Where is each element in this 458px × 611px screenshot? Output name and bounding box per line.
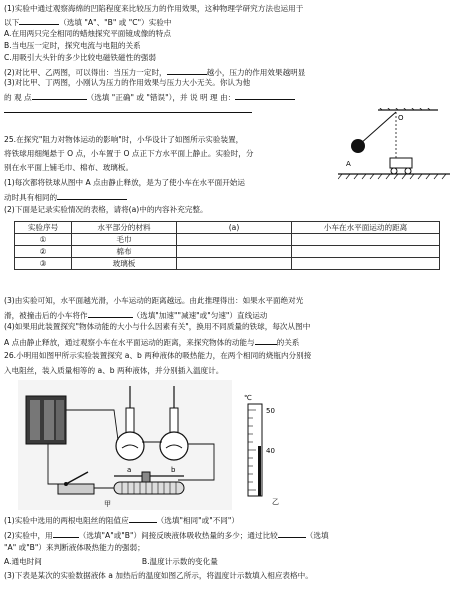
iron-ball — [351, 139, 365, 153]
q26-2-options — [4, 557, 218, 567]
q26-2 — [4, 529, 329, 541]
q25-2: (2)下面是记录实验情况的表格，请将(a)中的内容补充完整。 — [4, 205, 208, 214]
label-o: O — [398, 114, 404, 122]
table-header: 小车在水平面运动的距离 — [292, 222, 440, 234]
mercury-column — [258, 446, 261, 496]
answer-blank[interactable] — [88, 309, 133, 318]
option-b-text: B.温度计示数的变化量 — [141, 557, 218, 566]
label-jia: 甲 — [104, 500, 111, 508]
table-cell: 棉布 — [72, 246, 177, 258]
text-segment: (1)实验中选用的两根电阻丝的阻值应 — [4, 516, 129, 525]
q25-1: (1)每次都将铁球从图中 A 点由静止释放，是为了使小车在水平面开始运 — [4, 178, 245, 187]
table-cell[interactable] — [292, 234, 440, 246]
q25-intro-3: 别在水平面上铺毛巾、棉布、玻璃板。 — [4, 163, 134, 172]
answer-blank[interactable] — [255, 336, 277, 345]
answer-blank[interactable] — [278, 529, 306, 538]
option-c: C.用吸引大头针的多少比较电磁铁磁性的强弱 — [4, 53, 156, 62]
q25-3-cont — [4, 309, 267, 321]
q3-text: (3)对比甲、丁两图，小刚认为压力的作用效果与压力大小无关。你认为他 — [4, 78, 251, 87]
tick-label: 40 — [266, 447, 275, 455]
table-cell[interactable] — [292, 246, 440, 258]
table-header: (a) — [177, 222, 292, 234]
table-cell[interactable] — [177, 258, 292, 270]
heating-apparatus-figure — [18, 380, 232, 510]
table-cell: 玻璃板 — [72, 258, 177, 270]
q25-intro-2: 将铁球用细绳悬于 O 点，小车置于 O 点正下方水平面上静止。实验时，分 — [4, 149, 254, 158]
table-cell[interactable] — [177, 246, 292, 258]
option-a-text: A.通电时间 — [4, 557, 42, 566]
q26-2-cont: "A" 或"B"）来判断液体吸热能力的强弱； — [4, 543, 145, 552]
battery — [26, 396, 66, 444]
text-segment: （选填"相同"或"不同"） — [156, 516, 239, 525]
answer-blank[interactable] — [4, 104, 252, 113]
table-cell: ① — [15, 234, 72, 246]
table-row — [15, 246, 440, 258]
text-segment: 越小，压力的作用效果越明显 — [206, 68, 306, 77]
q3-reason-blank — [4, 104, 252, 116]
q25-4: (4)如果用此装置探究"物体动能的大小与什么因素有关"，换用不同质量的铁球，每次从图中 — [4, 322, 311, 331]
table-row — [15, 258, 440, 270]
pendulum-cart-figure — [338, 108, 450, 186]
table-cell[interactable] — [292, 258, 440, 270]
q25-4-cont — [4, 336, 299, 348]
experiment-table — [14, 221, 440, 270]
table-cell: ② — [15, 246, 72, 258]
answer-blank[interactable] — [167, 66, 207, 75]
answer-blank[interactable] — [19, 16, 59, 25]
thermometer-figure — [240, 390, 300, 508]
text-segment: (2)对比甲、乙两图，可以得出：当压力一定时， — [4, 68, 167, 77]
table-header: 实验序号 — [15, 222, 72, 234]
unit-label: ℃ — [244, 394, 252, 402]
text-segment: 动时具有相同的 — [4, 193, 58, 202]
q1-text: (1)实验中通过观察海绵的凹陷程度来比较压力的作用效果，这种物理学研究方法也运用于 — [4, 4, 304, 13]
text-segment: （选填"A"或"B"）间接反映液体吸收热量的多少；通过比较 — [78, 531, 278, 540]
label-a: A — [346, 160, 351, 168]
q3-text-2 — [4, 91, 295, 103]
text-segment: 以下 — [4, 18, 20, 27]
answer-blank[interactable] — [235, 91, 295, 100]
option-b: B.当电压一定时，探究电流与电阻的关系 — [4, 41, 141, 50]
q26-3: (3)下表是某次的实验数据液体 a 加热后的温度如图乙所示，将温度计示数填入相应表格中。 — [4, 571, 313, 580]
text-segment: 的 观 点 — [4, 93, 32, 102]
cart — [390, 158, 412, 168]
table-row — [15, 234, 440, 246]
text-segment: （选填 "A"、"B" 或 "C"）实验中 — [59, 18, 172, 27]
text-segment: （选填 — [305, 531, 329, 540]
q1-options-prompt — [4, 16, 171, 28]
answer-blank[interactable] — [53, 529, 79, 538]
q2-text — [4, 66, 305, 78]
text-segment: A 点由静止释放，通过观察小车在水平面运动的距离，来探究物体的动能与 — [4, 338, 255, 347]
text-segment: 的关系 — [276, 338, 300, 347]
table-cell[interactable] — [177, 234, 292, 246]
text-segment: 滑，被撞击后的小车将作 — [4, 311, 88, 320]
table-cell: ③ — [15, 258, 72, 270]
option-a: A.在用两只完全相同的蜡烛探究平面镜成像的特点 — [4, 29, 171, 38]
table-header: 水平部分的材料 — [72, 222, 177, 234]
text-segment: (2)实验中，用 — [4, 531, 53, 540]
label-yi: 乙 — [272, 498, 279, 506]
q26-intro: 26.小明用如图甲所示实验装置探究 a、b 两种液体的吸热能力，在两个相同的烧瓶内分别接 — [4, 351, 312, 360]
tick-label: 50 — [266, 407, 275, 415]
label-b: b — [171, 466, 176, 474]
answer-blank[interactable] — [129, 514, 157, 523]
q25-1-cont — [4, 191, 127, 203]
q26-1 — [4, 514, 239, 526]
answer-blank[interactable] — [32, 91, 87, 100]
q25-intro: 25.在探究"阻力对物体运动的影响"时，小华设计了如图所示实验装置， — [4, 135, 244, 144]
label-a: a — [127, 466, 132, 474]
text-segment: （选填"加速""减速"或"匀速"）直线运动 — [132, 311, 268, 320]
table-cell: 毛巾 — [72, 234, 177, 246]
q25-3: (3)由实验可知，水平面越光滑，小车运动的距离越远。由此推理得出：如果水平面绝对光 — [4, 296, 304, 305]
table-header-row — [15, 222, 440, 234]
answer-blank[interactable] — [57, 191, 127, 200]
text-segment: （选填 "正确" 或 "错误"），并 说 明 理 由： — [86, 93, 236, 102]
q26-intro-2: 入电阻丝，装入质量相等的 a、b 两种液体，并分别插入温度计。 — [4, 366, 224, 375]
